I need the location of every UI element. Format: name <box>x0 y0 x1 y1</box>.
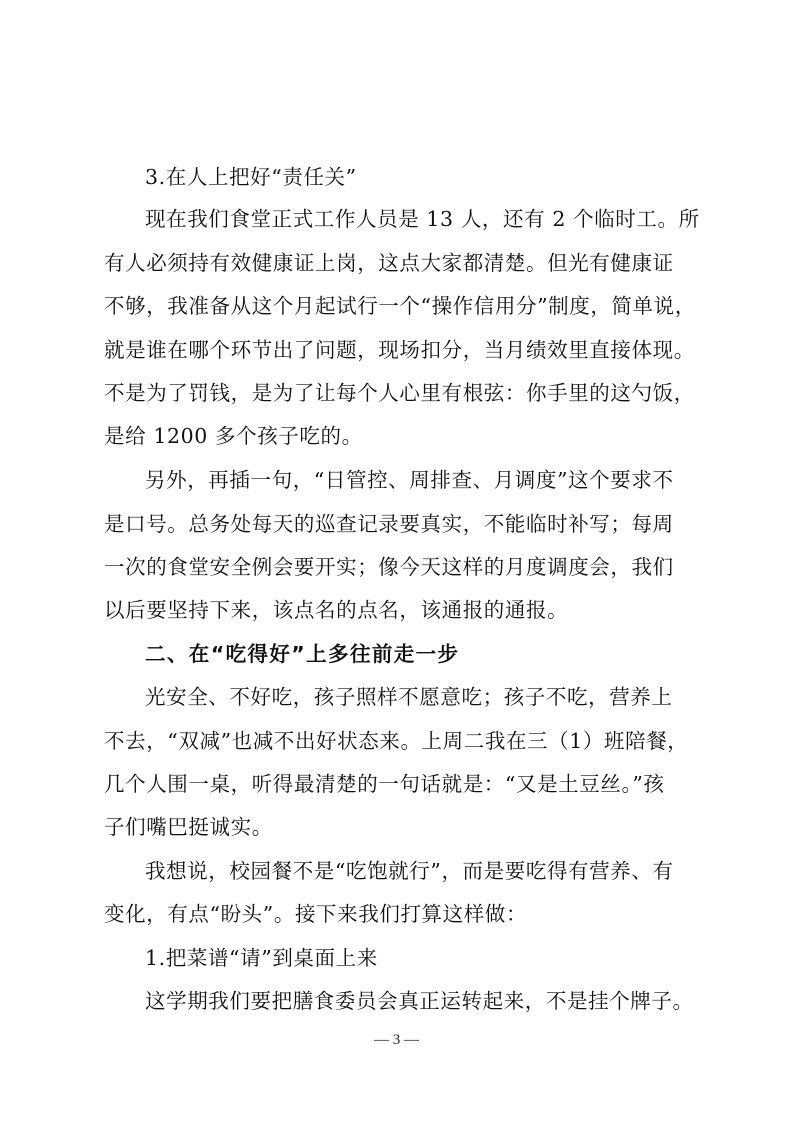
paragraph-line: 不是为了罚钱，是为了让每个人心里有根弦：你手里的这勺饭， <box>104 381 695 405</box>
paragraph-line: 有人必须持有效健康证上岗，这点大家都清楚。但光有健康证 <box>104 251 674 275</box>
paragraph-line: 不去，“双减”也减不出好状态来。上周二我在三（1）班陪餐， <box>104 729 689 753</box>
paragraph-line: 我想说，校园餐不是“吃饱就行”，而是要吃得有营养、有 <box>145 859 674 883</box>
paragraph-line: 这学期我们要把膳食委员会真正运转起来，不是挂个牌子。 <box>145 989 694 1013</box>
paragraph-line: 变化，有点“盼头”。接下来我们打算这样做： <box>104 902 528 926</box>
paragraph-line: 不够，我准备从这个月起试行一个“操作信用分”制度，简单说， <box>104 294 696 318</box>
page-number: — 3 — <box>374 1032 419 1048</box>
paragraph-line: 就是谁在哪个环节出了问题，现场扣分，当月绩效里直接体现。 <box>104 338 695 362</box>
paragraph-line: 现在我们食堂正式工作人员是 13 人，还有 2 个临时工。所 <box>145 207 700 231</box>
paragraph-line: 另外，再插一句，“日管控、周排查、月调度”这个要求不 <box>145 468 674 492</box>
paragraph-line: 一次的食堂安全例会要开实；像今天这样的月度调度会，我们 <box>104 555 674 579</box>
paragraph-line: 以后要坚持下来，该点名的点名，该通报的通报。 <box>104 598 569 622</box>
section-heading-eat-well: 二、在“吃得好”上多往前走一步 <box>145 642 460 666</box>
paragraph-line: 光安全、不好吃，孩子照样不愿意吃；孩子不吃，营养上 <box>145 685 673 709</box>
paragraph-line: 是口号。总务处每天的巡查记录要真实，不能临时补写；每周 <box>104 512 674 536</box>
paragraph-line: 子们嘴巴挺诚实。 <box>104 815 273 839</box>
section-heading-menu: 1.把菜谱“请”到桌面上来 <box>145 946 378 970</box>
section-heading-responsibility: 3.在人上把好“责任关” <box>145 165 357 189</box>
paragraph-line: 是给 1200 多个孩子吃的。 <box>104 424 363 448</box>
paragraph-line: 几个人围一桌，听得最清楚的一句话就是：“又是土豆丝。”孩 <box>104 772 665 796</box>
